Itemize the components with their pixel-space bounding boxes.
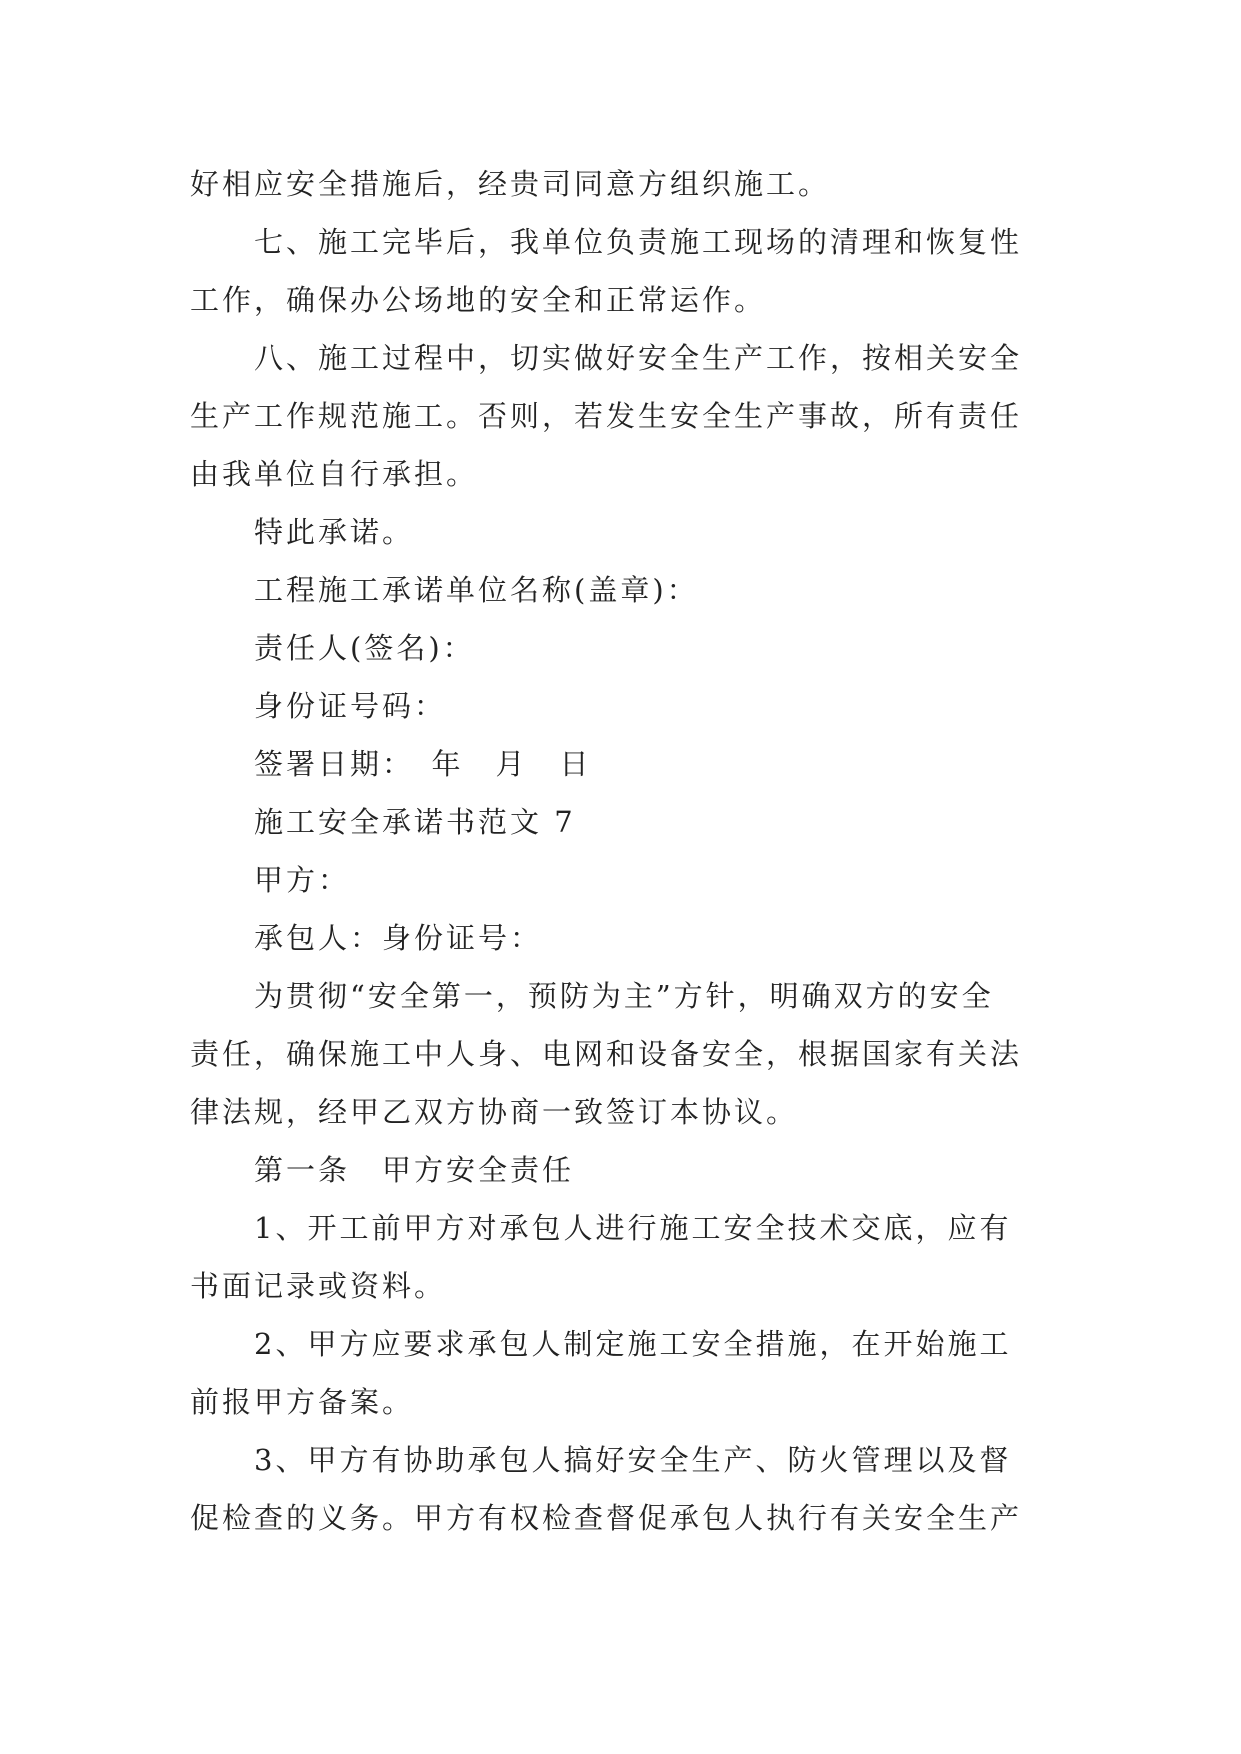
text-line: 3、甲方有协助承包人搞好安全生产、防火管理以及督 bbox=[254, 1443, 1012, 1477]
text-line: 特此承诺。 bbox=[254, 515, 415, 549]
text-line: 2、甲方应要求承包人制定施工安全措施，在开始施工 bbox=[254, 1327, 1012, 1361]
text-line: 八、施工过程中，切实做好安全生产工作，按相关安全 bbox=[254, 341, 1023, 375]
text-line: 工程施工承诺单位名称(盖章)： bbox=[254, 573, 699, 607]
text-line: 律法规，经甲乙双方协商一致签订本协议。 bbox=[190, 1095, 799, 1129]
text-line: 生产工作规范施工。否则，若发生安全生产事故，所有责任 bbox=[190, 399, 1023, 433]
text-line: 身份证号码： bbox=[254, 689, 447, 723]
text-line: 七、施工完毕后，我单位负责施工现场的清理和恢复性 bbox=[254, 225, 1023, 259]
text-line: 责任人(签名)： bbox=[254, 631, 475, 665]
article-heading: 第一条 甲方安全责任 bbox=[254, 1153, 575, 1187]
section-title: 施工安全承诺书范文 7 bbox=[254, 805, 576, 839]
text-line: 签署日期： 年 月 日 bbox=[254, 747, 592, 781]
text-line: 好相应安全措施后，经贵司同意方组织施工。 bbox=[190, 167, 831, 201]
text-line: 书面记录或资料。 bbox=[190, 1269, 447, 1303]
text-line: 1、开工前甲方对承包人进行施工安全技术交底，应有 bbox=[254, 1211, 1012, 1245]
text-line: 承包人：身份证号： bbox=[254, 921, 543, 955]
text-line: 由我单位自行承担。 bbox=[190, 457, 479, 491]
text-line: 甲方： bbox=[254, 863, 351, 897]
text-line: 前报甲方备案。 bbox=[190, 1385, 415, 1419]
document-body bbox=[190, 155, 1050, 1547]
text-line: 责任，确保施工中人身、电网和设备安全，根据国家有关法 bbox=[190, 1037, 1023, 1071]
text-line: 工作，确保办公场地的安全和正常运作。 bbox=[190, 283, 767, 317]
text-line: 促检查的义务。甲方有权检查督促承包人执行有关安全生产 bbox=[190, 1501, 1023, 1535]
text-line: 为贯彻“安全第一，预防为主”方针，明确双方的安全 bbox=[254, 979, 994, 1013]
